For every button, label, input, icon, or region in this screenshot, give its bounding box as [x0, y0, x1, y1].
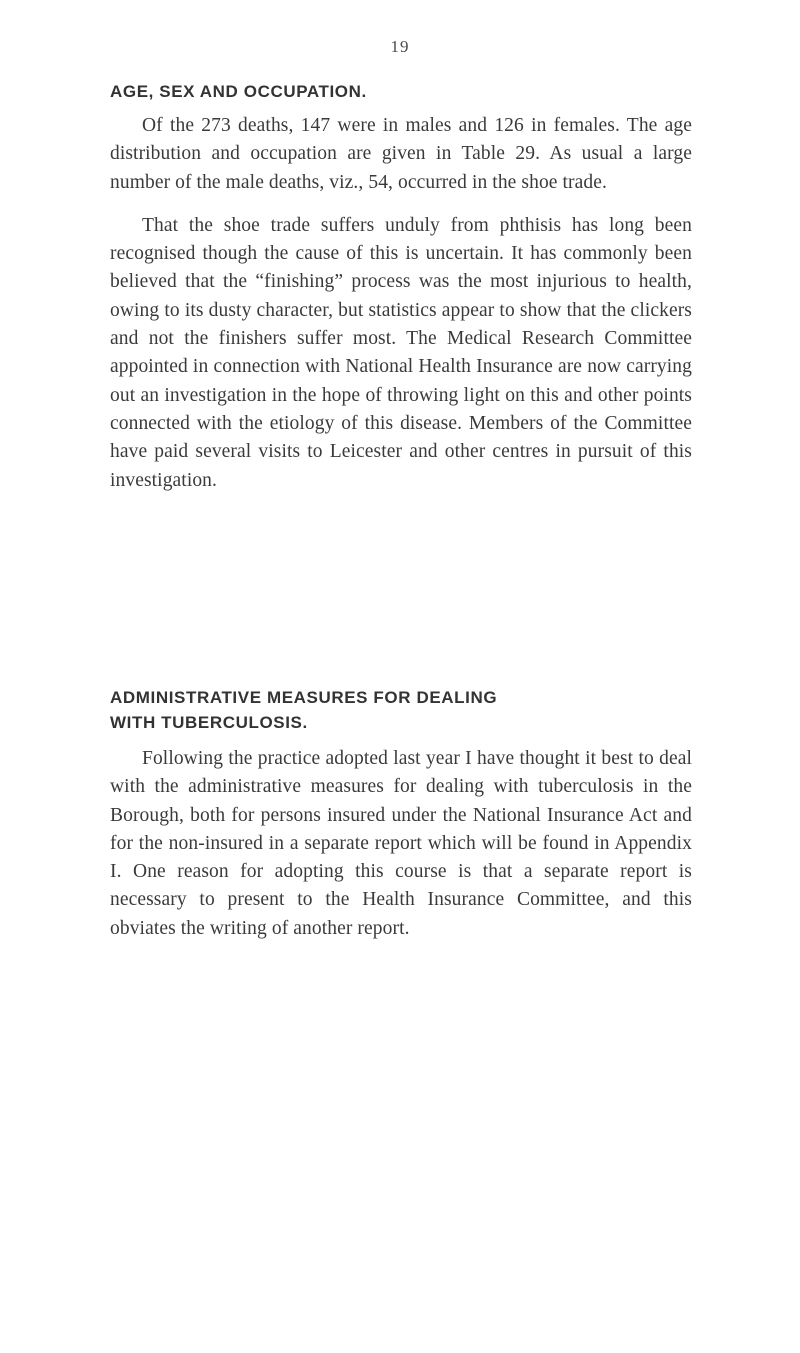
section-administrative-measures	[110, 685, 692, 943]
paragraph: That the shoe trade suffers unduly from phthisis has long been recognised though the cause of this is uncertain. It has commonly been believed that the “finishing” process was the most injurious to health, owing to its dusty character, but statistics appear to show that the clickers and not the finishers suffer most. The Medical Research Committee appointed in connection with National Health Insurance are now carrying out an investigation in the hope of throwing light on this and other points connected with the etiology of this disease. Members of the Committee have paid several visits to Leicester and other centres in pursuit of this investigation.	[110, 214, 692, 491]
page-number: 19	[390, 37, 410, 56]
paragraph: Following the practice adopted last year I have thought it best to deal with the administrative measures for dealing with tuberculosis in the Borough, both for persons insured under the National Insurance Act and for the non-insured in a separate report which will be found in Appendix I. One reason for adopting this course is that a separate report is necessary to present to the Health Insurance Committee, and this obviates the writing of another report.	[110, 748, 692, 939]
section-heading-line-1: ADMINISTRATIVE MEASURES FOR DEALING	[110, 688, 498, 707]
section-age-sex-occupation	[110, 79, 692, 495]
section-heading	[110, 685, 692, 735]
section-heading-line-2: WITH TUBERCULOSIS.	[110, 713, 308, 732]
paragraph: Of the 273 deaths, 147 were in males and 126 in females. The age distribution and occupation are given in Table 29. As usual a large number of the male deaths, viz., 54, occurred in the shoe trade.	[110, 115, 692, 193]
section-heading: AGE, SEX AND OCCUPATION.	[110, 82, 367, 101]
